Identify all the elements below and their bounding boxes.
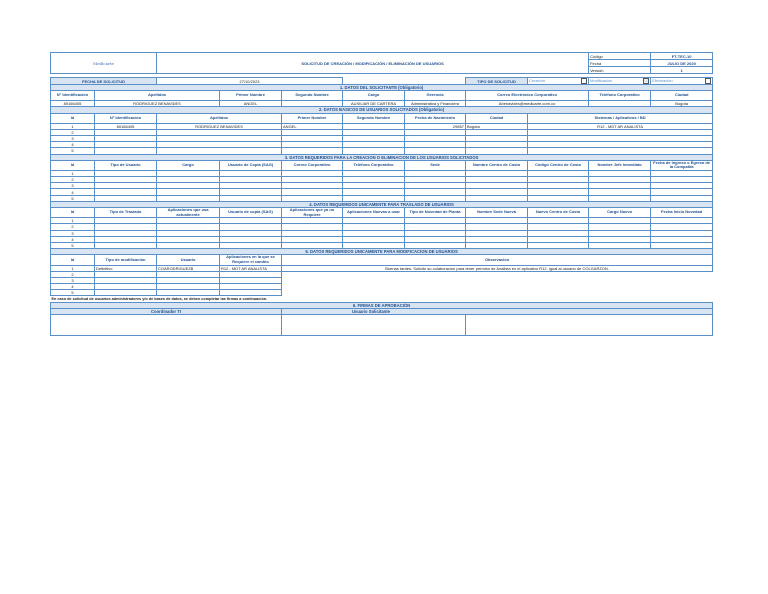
solicitante-signature[interactable] xyxy=(282,315,466,336)
fecha-solicitud-label: FECHA DE SOLICITUD xyxy=(51,78,157,85)
cell[interactable]: 80166405 xyxy=(95,123,157,129)
coordinador-signature[interactable] xyxy=(51,315,282,336)
section-1-title: 1. DATOS DEL SOLICITANTE (Obligatorio) xyxy=(51,85,713,91)
form-table xyxy=(50,52,713,336)
cell: 1 xyxy=(51,123,95,129)
col-header: Sede xyxy=(405,160,466,170)
cell[interactable]: Definitivo xyxy=(95,265,157,271)
col-header: Id xyxy=(51,208,95,218)
cell[interactable]: R12 - MDT AR ANALISTA xyxy=(528,123,713,129)
row-id: 5 xyxy=(51,195,95,201)
row-id: 1 xyxy=(51,218,95,224)
col-header: Código Centro de Costo xyxy=(528,160,589,170)
section-3-title: 3. DATOS REQUERIDOS PARA LA CREACION O ELIMINACION DE LOS USUARIOS SOLICITADOS xyxy=(51,154,713,160)
coordinador-label: Coordinador TI xyxy=(51,309,282,315)
version-label: Versión xyxy=(589,67,651,74)
modificacion-checkbox[interactable]: ☑ xyxy=(644,79,648,83)
col-header: Primer Nombre xyxy=(220,91,282,101)
col-header: Aplicaciones que usa actualmente xyxy=(157,208,220,218)
col-header: Correo Electrónico Corporativo xyxy=(466,91,589,101)
form-title: SOLICITUD DE CREACIÓN / MODIFICACIÓN / ELIMINACIÓN DE USUARIOS xyxy=(157,53,589,74)
tipo-creacion-option[interactable]: Creación xyxy=(528,78,589,85)
cell[interactable]: AUXILIAR DE CARTERA xyxy=(343,101,405,107)
section-2-title: 2. DATOS BASICOS DE USUARIOS SOLICITADOS (Obligatorio) xyxy=(51,107,713,113)
col-header: Aplicaciones Nuevas a usar xyxy=(343,208,405,218)
col-header: Segundo Nombre xyxy=(343,113,405,123)
col-header: Cargo Nuevo xyxy=(589,208,651,218)
cell[interactable]: RODRIGUEZ BENAVIDES xyxy=(95,101,220,107)
col-header: Apellidos xyxy=(95,91,220,101)
cell[interactable]: 80166405 xyxy=(51,101,95,107)
version-value: 1 xyxy=(651,67,713,74)
row-id: 2 xyxy=(51,271,95,277)
row-id: 2 xyxy=(51,224,95,230)
cell[interactable]: Bogota xyxy=(651,101,713,107)
col-header: Cargo xyxy=(343,91,405,101)
request-form xyxy=(50,52,712,336)
col-header: Segundo Nombre xyxy=(282,91,343,101)
cell[interactable]: Administrativa y Financiera xyxy=(405,101,466,107)
row-id: 4 xyxy=(51,236,95,242)
col-header: Gerencia xyxy=(405,91,466,101)
col-header: Tipo de Usuario xyxy=(95,160,157,170)
col-header: Cargo xyxy=(157,160,220,170)
cell: 1 xyxy=(51,265,95,271)
col-header: Primer Nombre xyxy=(282,113,343,123)
row-id: 5 xyxy=(51,242,95,248)
row-id: 2 xyxy=(51,129,95,135)
col-header: Tipo de Novedad de Planta xyxy=(405,208,466,218)
fecha-value: JULIO DE 2020 xyxy=(651,60,713,67)
row-id: 2 xyxy=(51,177,95,183)
row-id: 3 xyxy=(51,183,95,189)
tipo-eliminacion-option[interactable]: Eliminación xyxy=(651,78,713,85)
solicitante-label: Usuario Solicitante xyxy=(282,309,713,315)
col-header: Id xyxy=(51,160,95,170)
section-4-title: 4. DATOS REQUERIDOS UNICAMENTE PARA TRASLADO DE USUARIOS xyxy=(51,201,713,207)
col-header: Apellidos xyxy=(157,113,282,123)
col-header: Tipo de modificación xyxy=(95,255,157,265)
col-header: Usuario de Copia (SAG) xyxy=(220,160,282,170)
tipo-modificacion-option[interactable]: Modificación ☑ xyxy=(589,78,651,85)
col-header: Correo Corporativo xyxy=(282,160,343,170)
row-id: 3 xyxy=(51,135,95,141)
col-header: Usuario de copia (SAG) xyxy=(220,208,282,218)
col-header: Id xyxy=(51,255,95,265)
col-header: N° Identificación xyxy=(95,113,157,123)
col-header: Aplicaciones que ya no Requiere xyxy=(282,208,343,218)
col-header: Fecha de Ingreso o Egreso de la Compañía xyxy=(651,160,713,170)
cell[interactable]: R12 - MDT AR ANALISTA xyxy=(220,265,282,271)
section-6-title: 6. FIRMAS DE APROBACIÓN xyxy=(51,303,713,309)
tipo-solicitud-label: TIPO DE SOLICITUD xyxy=(466,78,528,85)
row-id: 4 xyxy=(51,142,95,148)
col-header: Nombre Jefe Inmediato xyxy=(589,160,651,170)
row-id: 4 xyxy=(51,189,95,195)
col-header: Teléfono Corporativo xyxy=(589,91,651,101)
creacion-checkbox[interactable] xyxy=(581,78,587,84)
col-header: Observación xyxy=(282,255,713,265)
row-id: 3 xyxy=(51,230,95,236)
col-header: Ciudad xyxy=(651,91,713,101)
row-id: 4 xyxy=(51,284,95,290)
codigo-label: Código xyxy=(589,53,651,60)
col-header: Ciudad xyxy=(466,113,528,123)
row-id: 1 xyxy=(51,170,95,176)
cell[interactable]: Bogota xyxy=(466,123,528,129)
fecha-solicitud-value[interactable]: 27/10/2023 xyxy=(157,78,343,85)
fecha-label: Fecha xyxy=(589,60,651,67)
row-id: 5 xyxy=(51,290,95,296)
cell[interactable]: RODRIGUEZ BENAVIDES xyxy=(157,123,282,129)
col-header: Sistemas / Aplicativos / BD xyxy=(528,113,713,123)
col-header: Nombre Centro de Costo xyxy=(466,160,528,170)
cell[interactable]: ANGEL xyxy=(220,101,282,107)
observacion-text[interactable]: Buenas tardes: Solicito su colaboracion para tener permiso de Analista en el aplicativo R12, igual al usuario de COLGARZON. xyxy=(282,265,713,271)
firmas-note: En caso de solicitud de usuarios administradores y/o de bases de datos, se deben completar las firmas a continuación. xyxy=(51,296,268,301)
codigo-value: FT-TEC-10 xyxy=(651,53,713,60)
col-header: Id xyxy=(51,113,95,123)
company-logo: Medicarte xyxy=(51,53,157,74)
eliminacion-checkbox[interactable] xyxy=(705,78,711,84)
section-5-title: 5. DATOS REQUERIDOS UNICAMENTE PARA MODIFICACION DE USUARIOS xyxy=(51,249,713,255)
col-header: Teléfono Corporativo xyxy=(343,160,405,170)
cell[interactable]: Abenavides@medicarte.com.co xyxy=(466,101,589,107)
signature-extra[interactable] xyxy=(466,315,713,336)
row-id: 3 xyxy=(51,277,95,283)
row-id: 5 xyxy=(51,148,95,154)
col-header: Aplicaciones en la que se Requiere el cambio xyxy=(220,255,282,265)
col-header: Usuario xyxy=(157,255,220,265)
cell[interactable]: ANGEL xyxy=(282,123,343,129)
cell[interactable]: 29857 xyxy=(405,123,466,129)
col-header: Nombre Sede Nueva xyxy=(466,208,528,218)
cell[interactable]: COARODRIGUEZB xyxy=(157,265,220,271)
col-header: N° Identificación xyxy=(51,91,95,101)
col-header: Fecha Inicio Novedad xyxy=(651,208,713,218)
col-header: Nuevo Centro de Costo xyxy=(528,208,589,218)
col-header: Tipo de Traslado xyxy=(95,208,157,218)
col-header: Fecha de Nacimiento xyxy=(405,113,466,123)
